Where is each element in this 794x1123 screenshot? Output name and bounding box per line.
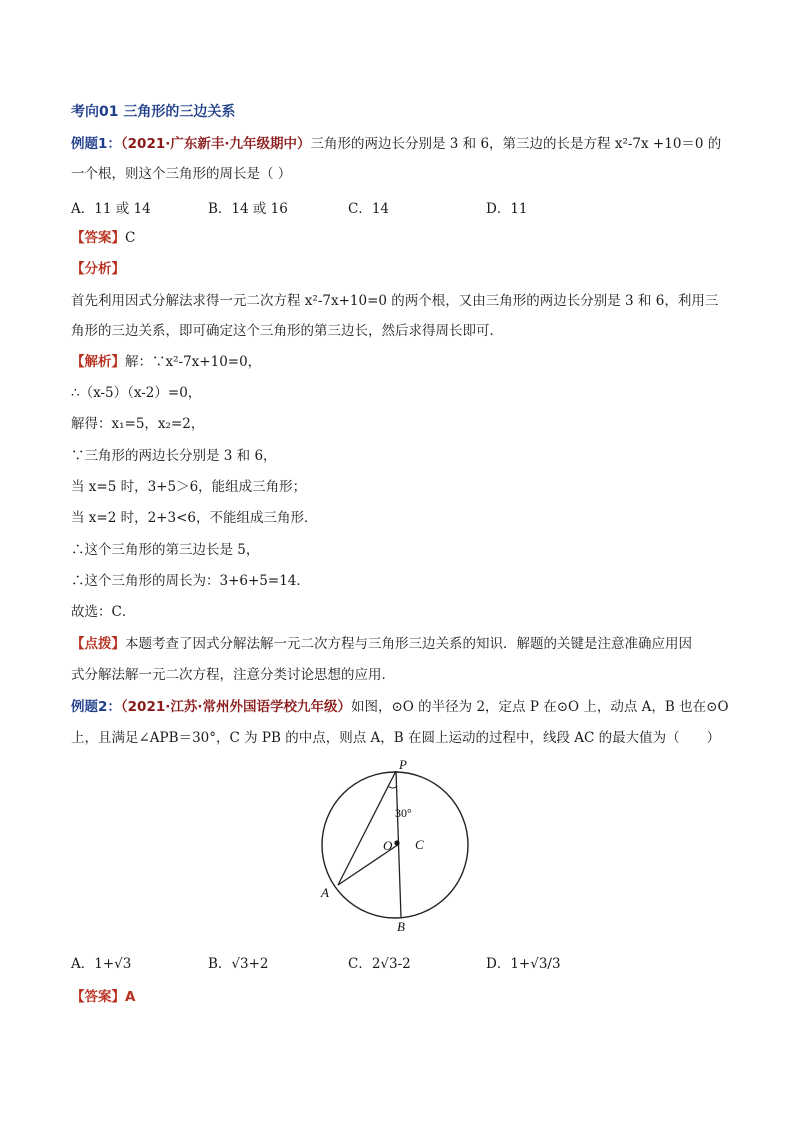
- example1-option-a: A．11 或 14: [71, 201, 151, 217]
- example1-solution-tag: 【解析】: [71, 354, 125, 370]
- example1-analysis-line1: 首先利用因式分解法求得一元二次方程 x²-7x+10=0 的两个根，又由三角形的两边长分别是 3 和 6，利用三: [71, 293, 719, 309]
- circle-geometry-figure: [315, 755, 475, 935]
- example2-label: 例题2：: [71, 699, 121, 715]
- angle-arc: [388, 786, 397, 788]
- example1-solution-line: ∴这个三角形的周长为：3+6+5=14．: [71, 573, 310, 589]
- example2-source: （2021·江苏·常州外国语学校九年级）: [120, 699, 351, 715]
- section-title: 考向01 三角形的三边关系: [71, 104, 236, 120]
- example1-solution-line: 当 x=2 时，2+3<6，不能组成三角形．: [71, 510, 318, 526]
- example1-analysis-tag: 【分析】: [71, 261, 125, 277]
- label-o: O: [383, 838, 393, 853]
- example2-question-line1: [71, 698, 729, 716]
- example2-option-d: D．1+√3/3: [486, 956, 561, 972]
- example1-question-text: 三角形的两边长分别是 3 和 6，第三边的长是方程 x²-7x +10＝0 的: [310, 136, 722, 152]
- segment-pa: [338, 771, 396, 885]
- example2-option-c: C．2√3-2: [348, 956, 411, 972]
- example1-question-line2: 一个根，则这个三角形的周长是（ ）: [71, 166, 292, 182]
- example1-analysis-line2: 角形的三边关系，即可确定这个三角形的第三边长，然后求得周长即可．: [71, 323, 503, 339]
- example2-answer: [71, 988, 135, 1006]
- example1-solution-line: 当 x=5 时，3+5＞6，能组成三角形；: [71, 479, 307, 495]
- example1-option-b: B．14 或 16: [208, 201, 288, 217]
- example2-answer-tag: 【答案】: [71, 989, 125, 1005]
- example1-question-line1: [71, 135, 721, 153]
- example1-solution-text-0: 解：∵x²-7x+10=0，: [125, 354, 262, 370]
- example2-option-a: A．1+√3: [71, 956, 132, 972]
- example1-solution-line: 解得：x₁=5，x₂=2，: [71, 416, 205, 432]
- example1-label: 例题1：: [71, 136, 121, 152]
- example1-answer-value: C: [125, 230, 136, 246]
- example1-option-c: C．14: [348, 201, 390, 217]
- example2-question-line2: 上，且满足∠APB＝30°，C 为 PB 的中点，则点 A，B 在圆上运动的过程中，线段 AC 的最大值为（ ）: [71, 730, 721, 746]
- example1-answer-tag: 【答案】: [71, 230, 125, 246]
- label-p: P: [399, 757, 407, 772]
- center-dot: [394, 840, 399, 845]
- example1-solution-line1: [71, 353, 261, 371]
- example2-question-text: 如图，⊙O 的半径为 2，定点 P 在⊙O 上，动点 A，B 也在⊙O: [351, 699, 729, 715]
- label-b: B: [397, 919, 405, 934]
- example1-comment-tag: 【点拨】: [71, 636, 125, 652]
- example1-source: （2021·广东新丰·九年级期中）: [120, 136, 311, 152]
- example1-comment-line2: 式分解法解一元二次方程，注意分类讨论思想的应用．: [71, 667, 395, 683]
- example1-solution-line: ∴这个三角形的第三边长是 5，: [71, 542, 260, 558]
- label-c: C: [415, 837, 424, 852]
- example1-comment-text: 本题考查了因式分解法解一元二次方程与三角形三边关系的知识．解题的关键是注意准确应用因: [125, 636, 692, 652]
- circle-o: [322, 772, 468, 918]
- label-angle: 30°: [395, 806, 412, 820]
- example2-option-b: B．√3+2: [208, 956, 269, 972]
- label-a: A: [321, 885, 329, 900]
- example1-solution-line: ∵三角形的两边长分别是 3 和 6，: [71, 448, 277, 464]
- example1-answer: [71, 229, 135, 247]
- example1-option-d: D．11: [486, 201, 528, 217]
- example1-solution-line: 故选：C．: [71, 604, 136, 620]
- example2-answer-value: A: [125, 989, 136, 1005]
- example1-comment-line1: [71, 635, 692, 653]
- example1-solution-line: ∴（x-5）（x-2）=0，: [71, 385, 202, 401]
